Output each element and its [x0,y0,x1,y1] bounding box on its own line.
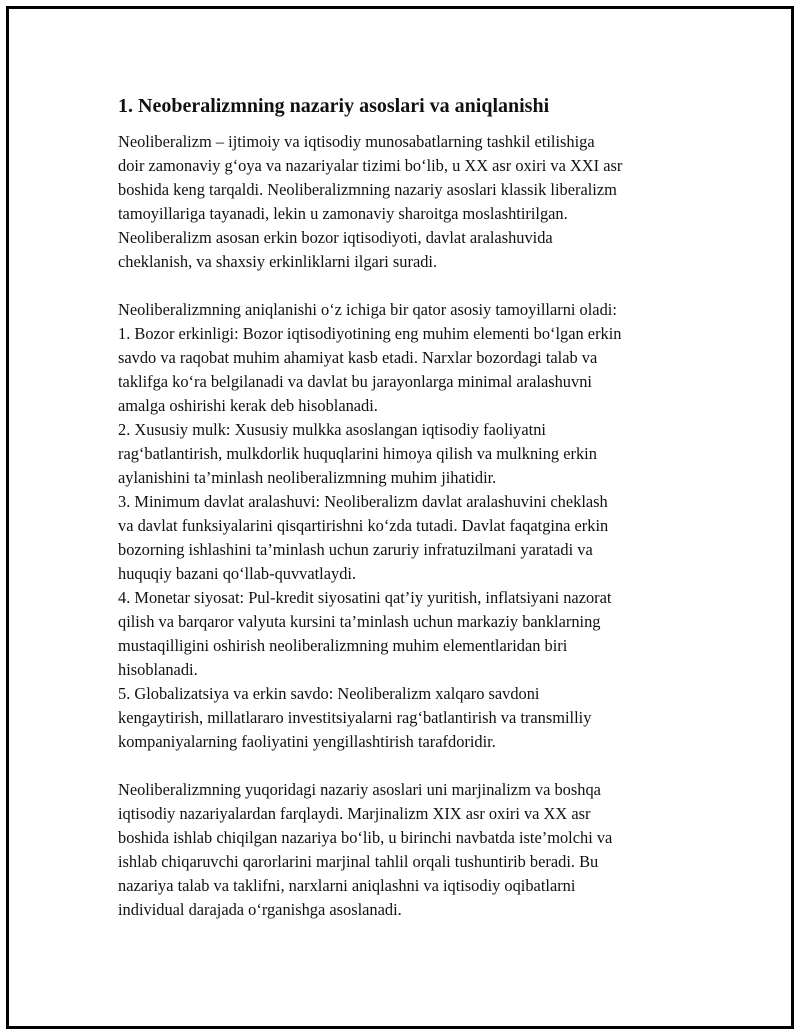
text-line: individual darajada o‘rganishga asoslanadi. [118,900,402,919]
text-line: nazariya talab va taklifni, narxlarni aniqlashni va iqtisodiy oqibatlarni [118,876,576,895]
paragraph-gap [118,274,693,298]
text-line: tamoyillariga tayanadi, lekin u zamonaviy sharoitga moslashtirilgan. [118,204,568,223]
text-line: va davlat funksiyalarini qisqartirishni ko‘zda tutadi. Davlat faqatgina erkin [118,516,609,535]
text-line: taklifga ko‘ra belgilanadi va davlat bu jarayonlarga minimal aralashuvni [118,372,592,391]
text-line: boshida ishlab chiqilgan nazariya bo‘lib, u birinchi navbatda iste’molchi va [118,828,613,847]
text-line: mustaqilligini oshirish neoliberalizmning muhim elementlaridan biri [118,636,568,655]
text-line: kompaniyalarning faoliyatini yengillashtirish tarafdoridir. [118,732,496,751]
text-line: kengaytirish, millatlararo investitsiyalarni rag‘batlantirish va transmilliy [118,708,592,727]
text-line: Neoliberalizm – ijtimoiy va iqtisodiy munosabatlarning tashkil etilishiga [118,132,595,151]
text-line: 5. Globalizatsiya va erkin savdo: Neoliberalizm xalqaro savdoni [118,684,540,703]
paragraph-gap [118,754,693,778]
text-line: bozorning ishlashini ta’minlash uchun zaruriy infratuzilmani yaratadi va [118,540,593,559]
text-line: ishlab chiqaruvchi qarorlarini marjinal tahlil orqali tushuntirib beradi. Bu [118,852,599,871]
text-line: Neoliberalizm asosan erkin bozor iqtisodiyoti, davlat aralashuvida [118,228,553,247]
text-line: savdo va raqobat muhim ahamiyat kasb etadi. Narxlar bozordagi talab va [118,348,598,367]
text-line: iqtisodiy nazariyalardan farqlaydi. Marjinalizm XIX asr oxiri va XX asr [118,804,591,823]
text-line: huquqiy bazani qo‘llab-quvvatlaydi. [118,564,357,583]
paragraph-principles [118,298,693,754]
text-line: 1. Bozor erkinligi: Bozor iqtisodiyotining eng muhim elementi bo‘lgan erkin [118,324,622,343]
text-line: amalga oshirishi kerak deb hisoblanadi. [118,396,378,415]
document-title: 1. Neoberalizmning nazariy asoslari va aniqlanishi [118,95,550,117]
document-body [118,92,693,922]
text-line: aylanishini ta’minlash neoliberalizmning muhim jihatidir. [118,468,497,487]
text-line: 2. Xususiy mulk: Xususiy mulkka asoslangan iqtisodiy faoliyatni [118,420,546,439]
text-line: doir zamonaviy g‘oya va nazariyalar tizimi bo‘lib, u XX asr oxiri va XXI asr [118,156,623,175]
text-line: cheklanish, va shaxsiy erkinliklarni ilgari suradi. [118,252,438,271]
paragraph-intro [118,130,693,274]
text-line: 4. Monetar siyosat: Pul-kredit siyosatini qat’iy yuritish, inflatsiyani nazorat [118,588,612,607]
text-line: hisoblanadi. [118,660,198,679]
text-line: 3. Minimum davlat aralashuvi: Neoliberalizm davlat aralashuvini cheklash [118,492,608,511]
paragraph-comparison [118,778,693,922]
text-line: boshida keng tarqaldi. Neoliberalizmning nazariy asoslari klassik liberalizm [118,180,617,199]
text-line: qilish va barqaror valyuta kursini ta’minlash uchun markaziy banklarning [118,612,601,631]
text-line: Neoliberalizmning aniqlanishi o‘z ichiga bir qator asosiy tamoyillarni oladi: [118,300,617,319]
text-line: rag‘batlantirish, mulkdorlik huquqlarini himoya qilish va mulkning erkin [118,444,597,463]
text-line: Neoliberalizmning yuqoridagi nazariy asoslari uni marjinalizm va boshqa [118,780,601,799]
